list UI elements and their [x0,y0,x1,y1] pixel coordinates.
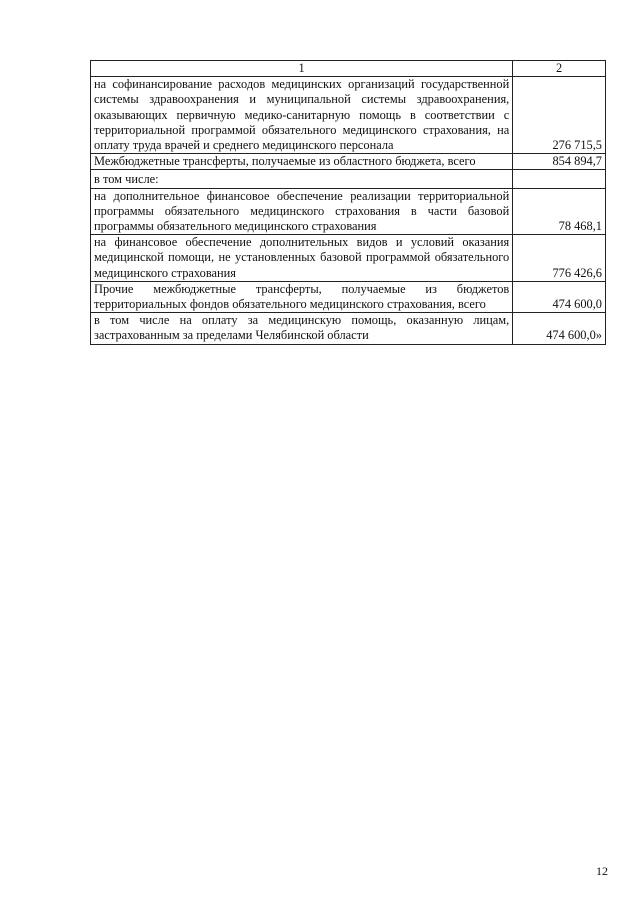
row-value: 854 894,7 [513,154,606,170]
header-col-1: 1 [91,61,513,77]
page-number: 12 [596,864,608,878]
budget-table [90,60,606,345]
row-description: на финансовое обеспечение дополнительных видов и условий оказания медицинской помощи, не установленных базовой программой обязательного медицинского страхования [91,235,513,282]
table-row [91,154,606,170]
table-row [91,281,606,312]
row-description: на софинансирование расходов медицинских организаций государственной системы здравоохранения и муниципальной системы здравоохранения, оказывающих первичную медико-санитарную помощь в соответствии с территориальной программой обязательного медицинского страхования, на оплату труда врачей и среднего медицинского персонала [91,77,513,154]
row-value: 276 715,5 [513,77,606,154]
table-row [91,170,606,188]
row-value: 474 600,0» [513,313,606,344]
table-row [91,188,606,235]
row-description: Прочие межбюджетные трансферты, получаемые из бюджетов территориальных фондов обязательного медицинского страхования, всего [91,281,513,312]
row-description: в том числе на оплату за медицинскую помощь, оказанную лицам, застрахованным за пределами Челябинской области [91,313,513,344]
table-row [91,313,606,344]
row-value: 78 468,1 [513,188,606,235]
table-row [91,235,606,282]
row-value: 474 600,0 [513,281,606,312]
row-value: 776 426,6 [513,235,606,282]
table-row [91,77,606,154]
row-description: в том числе: [91,170,513,188]
row-value [513,170,606,188]
table-header-row [91,61,606,77]
row-description: на дополнительное финансовое обеспечение реализации территориальной программы обязательного медицинского страхования в части базовой программы обязательного медицинского страхования [91,188,513,235]
header-col-2: 2 [513,61,606,77]
row-description: Межбюджетные трансферты, получаемые из областного бюджета, всего [91,154,513,170]
